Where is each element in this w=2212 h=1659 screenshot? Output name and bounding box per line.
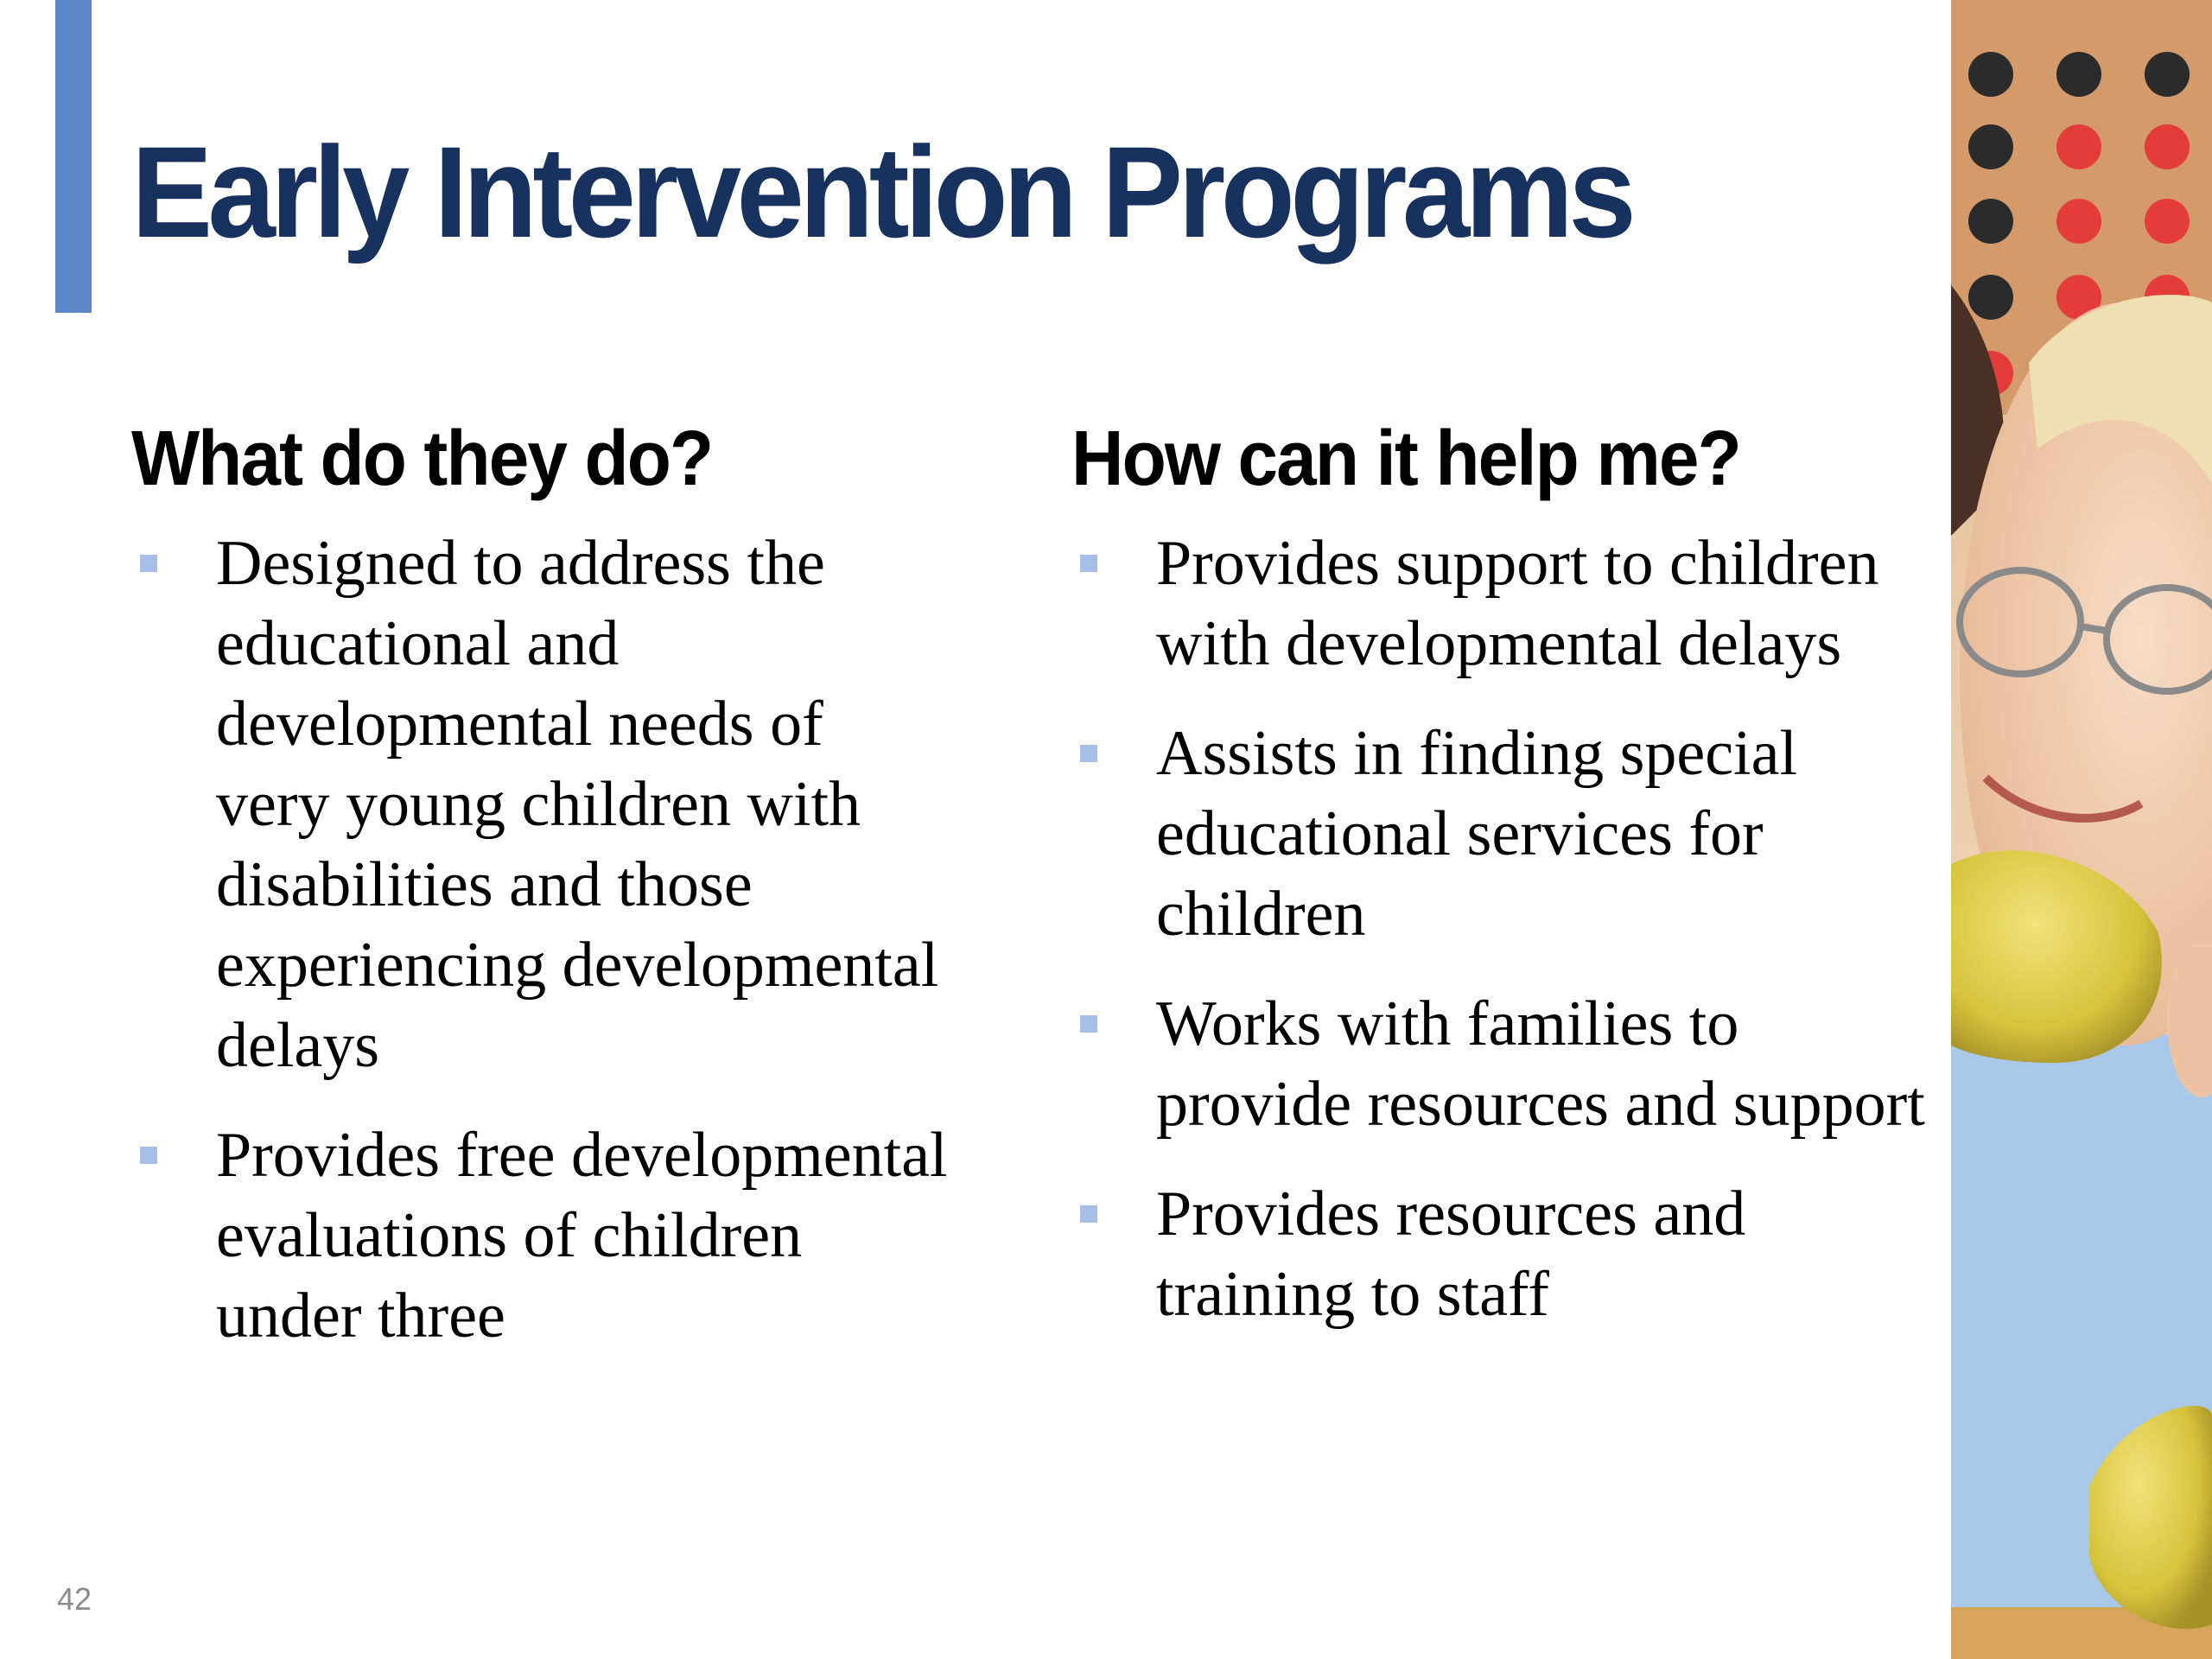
bullet-item [1071,714,1936,955]
square-bullet-icon [1080,1205,1097,1223]
right-bullet-list [1071,524,1936,1335]
bullet-text: Works with families to provide resources and support [1156,988,1925,1140]
bullet-item [131,1116,952,1357]
square-bullet-icon [140,555,157,572]
slide-title: Early Intervention Programs [131,119,1632,264]
title-accent-bar [55,0,92,313]
child-with-pears-photo [1951,0,2212,1659]
bullet-text: Provides free developmental evaluations of children under three [216,1119,948,1351]
bullet-item [1071,1174,1936,1335]
square-bullet-icon [1080,555,1097,572]
bullet-text: Designed to address the educational and developmental needs of very young children with disabilities and those experiencing developmental delays [216,527,939,1081]
left-bullet-list [131,524,952,1357]
left-column-heading: What do they do? [131,416,713,502]
square-bullet-icon [1080,1015,1097,1033]
slide-number: 42 [57,1581,92,1617]
right-column-heading: How can it help me? [1071,416,1740,502]
bullet-text: Assists in finding special educational services for children [1156,717,1798,950]
bullet-item [1071,984,1936,1145]
bullet-item [131,524,952,1086]
bullet-text: Provides resources and training to staff [1156,1178,1746,1330]
left-column [131,415,952,1386]
bullet-item [1071,524,1936,684]
bullet-text: Provides support to children with developmental delays [1156,527,1879,679]
right-column [1071,415,1936,1364]
square-bullet-icon [140,1147,157,1164]
square-bullet-icon [1080,745,1097,762]
